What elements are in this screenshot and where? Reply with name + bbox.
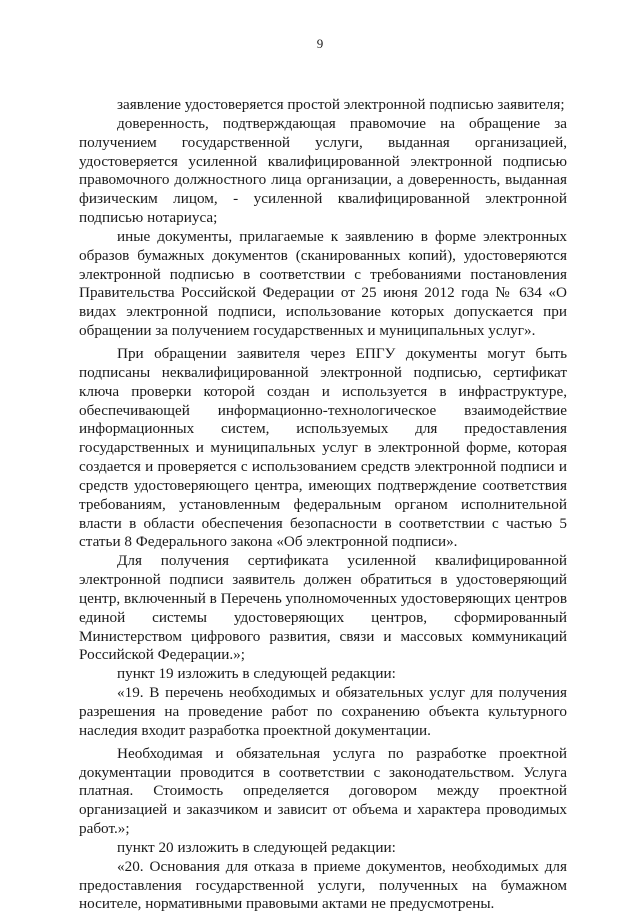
paragraph-item-19: «19. В перечень необходимых и обязательных услуг для получения разрешения на проведение работ по сохранению объекта культурного наследия входит разработка проектной документации. (79, 684, 567, 739)
paragraph-item-20: «20. Основания для отказа в приеме документов, необходимых для предоставления государственной услуги, полученных на бумажном носителе, нормативными правовыми актами не предусмотрены. (79, 857, 567, 913)
paragraph-power-of-attorney: доверенность, подтверждающая правомочие на обращение за получением государственной услуги, выданная организацией, удостоверяется усиленной квалифицированной электронной подписью правомочного должностного лица организации, а доверенность, выданная физическим лицом, - усиленной квалифицированной электронной подписью нотариуса; (79, 114, 567, 227)
paragraph-required-service: Необходимая и обязательная услуга по разработке проектной документации проводится в соответствии с законодательством. Услуга платная. Стоимость определяется договором между проектной организацией и заказчиком и зависит от объема и характера проводимых работ.»; (79, 744, 567, 838)
paragraph-item-20-intro: пункт 20 изложить в следующей редакции: (117, 838, 396, 856)
paragraph-other-documents: иные документы, прилагаемые к заявлению в форме электронных образов бумажных документов (сканированных копий), удостоверяются электронной подписью в соответствии с требованиями постановления Правительства Российской Федерации от 25 июня 2012 года № 634 «О видах электронной подписи, использование которых допускается при обращении за получением государственных и муниципальных услуг». (79, 227, 567, 340)
paragraph-certificate: Для получения сертификата усиленной квалифицированной электронной подписи заявитель должен обратиться в удостоверяющий центр, включенный в Перечень уполномоченных удостоверяющих центров единой системы удостоверяющих центров, сформированный Министерством цифрового развития, связи и массовых коммуникаций Российской Федерации.»; (79, 552, 567, 664)
paragraph-application-signature: заявление удостоверяется простой электронной подписью заявителя; (117, 96, 565, 113)
page-number: 9 (316, 36, 324, 51)
paragraph-epgu-signing: При обращении заявителя через ЕПГУ документы могут быть подписаны неквалифицированной электронной подписью, сертификат ключа проверки которой создан и используется в инфраструктуре, обеспечивающей информационно-технологическое взаимодействие информационных систем, используемых для предоставления государственных и муниципальных услуг в электронной форме, которая создается и проверяется с использованием средств электронной подписи и средств удостоверяющего центра, имеющих подтверждение соответствия требованиям, установленным федеральным органом исполнительной власти в области обеспечения безопасности в соответствии с частью 5 статьи 8 Федерального закона «Об электронной подписи». (79, 344, 567, 551)
document-body (79, 96, 567, 914)
paragraph-item-19-intro: пункт 19 изложить в следующей редакции: (117, 665, 396, 683)
